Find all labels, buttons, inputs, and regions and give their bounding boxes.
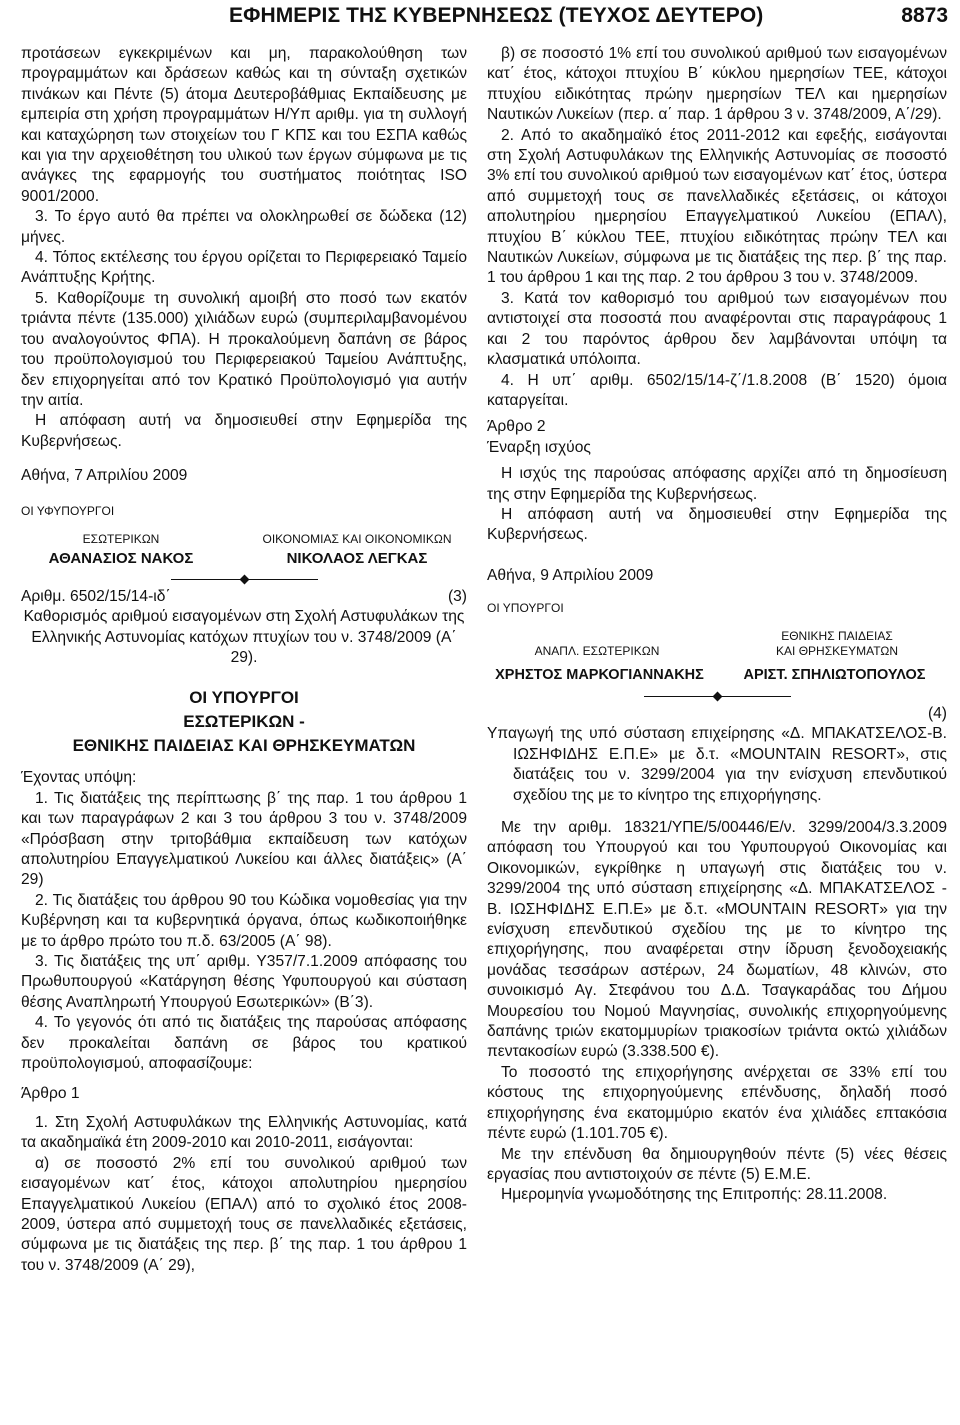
paragraph: 4. Η υπ΄ αριθμ. 6502/15/14-ζ΄/1.8.2008 (Β΄ 1520) όμοια καταργείται. (487, 371, 947, 409)
paragraph: 2. Τις διατάξεις του άρθρου 90 του Κώδικα νομοθεσίας για την Κυβέρνηση και τα κυβερνητικά όργανα, όπως κωδικοποιήθηκε με το άρθρο πρώτο του π.δ. 63/2005 (Α΄ 98). (21, 891, 467, 950)
paragraph: β) σε ποσοστό 1% επί του συνολικού αριθμού των εισαγομένων κατ΄ έτος, κάτοχοι πτυχίου Β΄ κύκλου ημερησίων ΤΕΕ, κάτοχοι πτυχίου ειδικότητας πρώην ημερησίων ΤΕΛ και ημερησίων Ναυτικών Λυκείων (περ. α΄ παρ. 1 άρθρου 3 ν. 3748/2009, Α΄/29). (487, 45, 947, 124)
signer-role: ΑΝΑΠΛ. ΕΣΩΤΕΡΙΚΩΝ (534, 643, 660, 658)
paragraph: Η απόφαση αυτή να δημοσιευθεί στην Εφημερίδα της Κυβερνήσεως. (21, 412, 467, 450)
paragraph: Η απόφαση αυτή να δημοσιευθεί στην Εφημερίδα της Κυβερνήσεως. (487, 505, 947, 544)
signature-roles (21, 529, 467, 549)
signer-role: ΚΑΙ ΘΡΗΣΚΕΥΜΑΤΩΝ (776, 643, 898, 658)
paragraph: Με την επένδυση θα δημιουργηθούν πέντε (5) νέες θέσεις εργασίας που αντιστοιχούν σε πέντε (5) Ε.Μ.Ε. (487, 1145, 947, 1183)
paragraph: 4. Τόπος εκτέλεσης του έργου ορίζεται το Περιφερειακό Ταμείο Ανάπτυξης Κρήτης. (21, 249, 467, 287)
left-column (21, 44, 467, 1276)
signature-roles (487, 629, 947, 659)
article-heading: Άρθρο 1 (21, 1085, 80, 1103)
heading-line: ΕΣΩΤΕΡΙΚΩΝ - (183, 712, 305, 732)
heading-line: ΕΘΝΙΚΗΣ ΠΑΙΔΕΙΑΣ ΚΑΙ ΘΡΗΣΚΕΥΜΑΤΩΝ (72, 736, 416, 756)
section-divider (21, 576, 467, 583)
considering-label: Έχοντας υπόψη: (21, 769, 137, 787)
paragraph: 4. Το γεγονός ότι από τις διατάξεις της παρούσας απόφασης δεν προκαλείται δαπάνη σε βάρος του κρατικού προϋπολογισμού, αποφασίζουμε: (21, 1014, 467, 1073)
right-column (487, 44, 947, 1206)
signer-role: ΕΣΩΤΕΡΙΚΩΝ (82, 531, 160, 546)
paragraph: 2. Από το ακαδημαϊκό έτος 2011-2012 και εφεξής, εισάγονται στη Σχολή Αστυφυλάκων της Ελληνικής Αστυνομίας σε ποσοστό 3% επί του συνολικού αριθμού των εισαγομένων κατ΄ έτος, ύστερα από συμμετοχή τους σε πανελλαδικές εξετάσεις, οι κάτοχοι απολυτηρίου ημερησίου Επαγγελματικού Λυκείου (ΕΠΑΛ), πτυχίου Β΄ κύκλου ΤΕΕ, πτυχίου ειδικότητας πρώην ΤΕΛ και Ναυτικών Λυκείων, σύμφωνα με τις διατάξεις της περ. β΄ της παρ. 1 του άρθρου 1 και της παρ. 2 του άρθρου 3 του ν. 3748/2009. (487, 126, 947, 287)
signing-date: Αθήνα, 7 Απριλίου 2009 (21, 467, 188, 485)
page-number: 8873 (901, 4, 948, 27)
signer-role-block (727, 629, 947, 659)
paragraph: 1. Στη Σχολή Αστυφυλάκων της Ελληνικής Αστυνομίας, κατά τα ακαδημαϊκά έτη 2009-2010 και 2010-2011, εισάγονται: (21, 1113, 467, 1152)
ministers-label: ΟΙ ΥΦΥΠΟΥΡΓΟΙ (21, 503, 115, 518)
signature-names (487, 665, 947, 685)
decision-number-line (21, 587, 467, 607)
signature-names (21, 549, 467, 569)
decision-title: Υπαγωγή της υπό σύσταση επιχείρησης «Δ. ΜΠΑΚΑΤΣΕΛΟΣ-Β. ΙΩΣΗΦΙΔΗΣ Ε.Π.Ε» με δ.τ. «MOUNTAIN RESORT», στις διατάξεις του ν. 3299/2004 για την ενίσχυση επενδυτικού σχεδίου της με το κίνητρο της επιχορήγησης. (487, 725, 947, 804)
decision-number: Αριθμ. 6502/15/14-ιδ΄ (21, 587, 171, 605)
signer-role: ΟΙΚΟΝΟΜΙΑΣ ΚΑΙ ΟΙΚΟΝΟΜΙΚΩΝ (262, 531, 452, 546)
paragraph: Η ισχύς της παρούσας απόφασης αρχίζει από τη δημοσίευση της στην Εφημερίδα της Κυβερνήσεως. (487, 465, 947, 503)
gazette-title: ΕΦΗΜΕΡΙΣ ΤΗΣ ΚΥΒΕΡΝΗΣΕΩΣ (ΤΕΥΧΟΣ ΔΕΥΤΕΡΟ) (229, 4, 764, 27)
decision-index: (4) (927, 704, 947, 722)
page-header (0, 0, 960, 34)
signer-name: ΑΡΙΣΤ. ΣΠΗΛΙΩΤΟΠΟΥΛΟΣ (743, 666, 926, 683)
paragraph: 1. Τις διατάξεις της περίπτωσης β΄ της παρ. 1 του άρθρου 1 και των παραγράφων 2 και 3 του άρθρου 3 του ν. 3748/2009 «Πρόσβαση στην τριτοβάθμια εκπαίδευση των κατόχων απολυτηρίου Επαγγελματικού Λυκείου και άλλες διατάξεις» (Α΄ 29) (21, 789, 467, 889)
decision-index: (3) (447, 587, 467, 605)
section-divider (487, 693, 947, 700)
paragraph: 3. Κατά τον καθορισμό του αριθμού των εισαγομένων που αντιστοιχεί στα ποσοστά που αναφέρονται στις παραγράφους 1 και 2 του παρόντος άρθρου δεν λαμβάνονται υπόψη τα κλασματικά υπόλοιπα. (487, 289, 947, 369)
decision-heading (21, 686, 467, 758)
paragraph: Με την αριθμ. 18321/ΥΠΕ/5/00446/Ε/ν. 3299/2004/3.3.2009 απόφαση του Υπουργού και του Υφυπουργού Οικονομίας και Οικονομικών, εγκρίθηκε η υπαγωγή στις διατάξεις του ν. 3299/2004 της υπό σύσταση επιχείρησης «Δ. ΜΠΑΚΑΤΣΕΛΟΣ - Β. ΙΩΣΗΦΙΔΗΣ Ε.Π.Ε» με δ.τ. «MOUNTAIN RESORT» για την ενίσχυση επενδυτικού σχεδίου της με το κίνητρο της επιχορήγησης, που αναφέρεται στην ίδρυση ξενοδοχειακής μονάδας τεσσάρων αστέρων, 24 δωματίων, 48 κλινών, στο συνοικισμό Αγ. Στεφάνου του Δ.Δ. Τσαγκαράδας του Δήμου Μουρεσίου του Νομού Μαγνησίας, συνολικής επιχορηγούμενης δαπάνης τριών εκατομμυρίων τριακοσίων τριάντα οκτώ χιλιάδων πεντακοσίων ευρώ (3.338.500 €). (487, 819, 947, 1061)
signer-name: ΧΡΗΣΤΟΣ ΜΑΡΚΟΓΙΑΝΝΑΚΗΣ (495, 666, 704, 683)
paragraph: Ημερομηνία γνωμοδότησης της Επιτροπής: 28.11.2008. (501, 1186, 888, 1204)
paragraph: προτάσεων εγκεκριμένων και μη, παρακολούθηση των προγραμμάτων και δράσεων καθώς και τη σύνταξη σχετικών πινάκων και Πέντε (5) άτομα Δευτεροβάθμιας Εκπαίδευσης με εμπειρία στη χρήση προγραμμάτων Η/Υπ αριθμ. για τη συλλογή και καταχώρηση των στοιχείων του Γ ΚΠΣ και του ΕΣΠΑ καθώς και για την αρχειοθέτηση του υλικού των έργων σύμφωνα με τις ανάγκες της εφαρμογής του συστήματος ποιότητας ISO 9001/2000. (21, 45, 467, 205)
paragraph: 5. Καθορίζουμε τη συνολική αμοιβή στο ποσό των εκατόν τριάντα πέντε (135.000) χιλιάδων ευρώ (συμπεριλαμβανομένου του αναλογούντος ΦΠΑ). Η προκαλούμενη δαπάνη σε βάρος του προϋπολογισμού του Περιφερειακού Ταμείου Ανάπτυξης, δεν επιχορηγείται από τον Κρατικό Προϋπολογισμό για αυτήν την αιτία. (21, 289, 467, 409)
paragraph: α) σε ποσοστό 2% επί του συνολικού αριθμού των εισαγομένων κατ΄ έτος, κάτοχοι απολυτηρίου ημερησίου Επαγγελματικού Λυκείου (ΕΠΑΛ) από το σχολικό έτος 2008-2009, ύστερα από συμμετοχή τους σε πανελλαδικές εξετάσεις, σύμφωνα με τις διατάξεις της περ. β΄ της παρ. 1 του άρθρου 1 του ν. 3748/2009 (Α΄ 29), (21, 1154, 467, 1274)
article-heading: Άρθρο 2 (487, 418, 546, 436)
signer-role: ΕΘΝΙΚΗΣ ΠΑΙΔΕΙΑΣ (781, 628, 893, 643)
paragraph: Το ποσοστό της επιχορήγησης ανέρχεται σε 33% επί του κόστους της επιχορηγούμενης επένδυσης, δηλαδή ποσό επιχορήγησης ένα εκατομμύριο εκατόν ένα χιλιάδες επτακόσια πέντε ευρώ (1.101.705 €). (487, 1063, 947, 1143)
article-title: Έναρξη ισχύος (487, 438, 591, 456)
decision-title: Καθορισμός αριθμού εισαγομένων στη Σχολή Αστυφυλάκων της Ελληνικής Αστυνομίας κατόχων πτυχίων του ν. 3748/2009 (Α΄ 29). (23, 608, 465, 666)
paragraph: 3. Το έργο αυτό θα πρέπει να ολοκληρωθεί σε δώδεκα (12) μήνες. (21, 208, 467, 246)
signer-name: ΝΙΚΟΛΑΟΣ ΛΕΓΚΑΣ (286, 550, 428, 568)
ministers-label: ΟΙ ΥΠΟΥΡΓΟΙ (487, 601, 564, 616)
paragraph: 3. Τις διατάξεις της υπ΄ αριθμ. Υ357/7.1.2009 απόφασης του Πρωθυπουργού «Κατάργηση θέσης Υφυπουργού και σύσταση θέσης Αναπληρωτή Υπουργού Εσωτερικών» (Β΄3). (21, 953, 467, 1011)
signer-name: ΑΘΑΝΑΣΙΟΣ ΝΑΚΟΣ (48, 550, 194, 568)
heading-line: ΟΙ ΥΠΟΥΡΓΟΙ (189, 688, 299, 708)
signing-date: Αθήνα, 9 Απριλίου 2009 (487, 566, 654, 584)
